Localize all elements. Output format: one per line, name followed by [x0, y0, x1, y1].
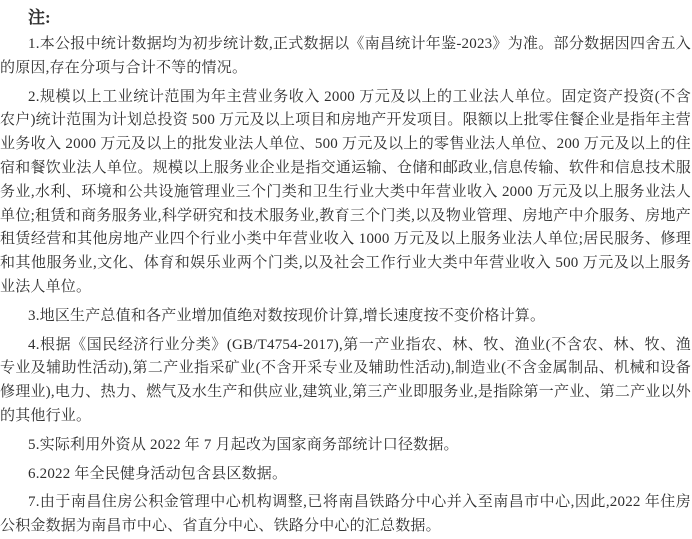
note-item-7: 7.由于南昌住房公积金管理中心机构调整,已将南昌铁路分中心并入至南昌市中心,因此,2022 年住房公积金数据为南昌市中心、省直分中心、铁路分中心的汇总数据。: [0, 494, 691, 535]
note-item-4: 4.根据《国民经济行业分类》(GB/T4754-2017),第一产业指农、林、牧、渔业(不含农、林、牧、渔专业及辅助性活动),第二产业指采矿业(不含开采专业及辅助性活动),制造业(不含金属制品、机械和设备修理业),电力、热力、燃气及水生产和供应业,建筑业,第三产业即服务业,是指除第一产业、第二产业以外的其他行业。: [0, 336, 691, 424]
note-item-1: 1.本公报中统计数据均为初步统计数,正式数据以《南昌统计年鉴-2023》为准。部分数据因四舍五入的原因,存在分项与合计不等的情况。: [0, 36, 691, 76]
note-item-5: 5.实际利用外资从 2022 年 7 月起改为国家商务部统计口径数据。: [28, 436, 459, 453]
note-item-2: 2.规模以上工业统计范围为年主营业务收入 2000 万元及以上的工业法人单位。固定资产投资(不含农户)统计范围为计划总投资 500 万元及以上项目和房地产开发项目。限额以上批零住餐企业是指年主营业务收入 2000 万元及以上的批发业法人单位、500 万元及以上的零售业法人单位、200 万元及以上的住宿和餐饮业法人单位。规模以上服务业企业是指交通运输、仓储和邮政业,信息传输、软件和信息技术服务业,水利、环境和公共设施管理业三个门类和卫生行业大类中年营业收入 2000 万元及以上服务业法人单位;租赁和商务服务业,科学研究和技术服务业,教育三个门类,以及物业管理、房地产中介服务、房地产租赁经营和其他房地产业四个行业小类中年营业收入 1000 万元及以上服务业法人单位;居民服务、修理和其他服务业,文化、体育和娱乐业两个门类,以及社会工作行业大类中年营业收入 500 万元及以上服务业法人单位。: [0, 88, 691, 295]
note-item-3: 3.地区生产总值和各产业增加值绝对数按现价计算,增长速度按不变价格计算。: [28, 307, 546, 324]
notes-heading: 注:: [28, 8, 51, 27]
note-item-6: 6.2022 年全民健身活动包含县区数据。: [28, 465, 288, 482]
